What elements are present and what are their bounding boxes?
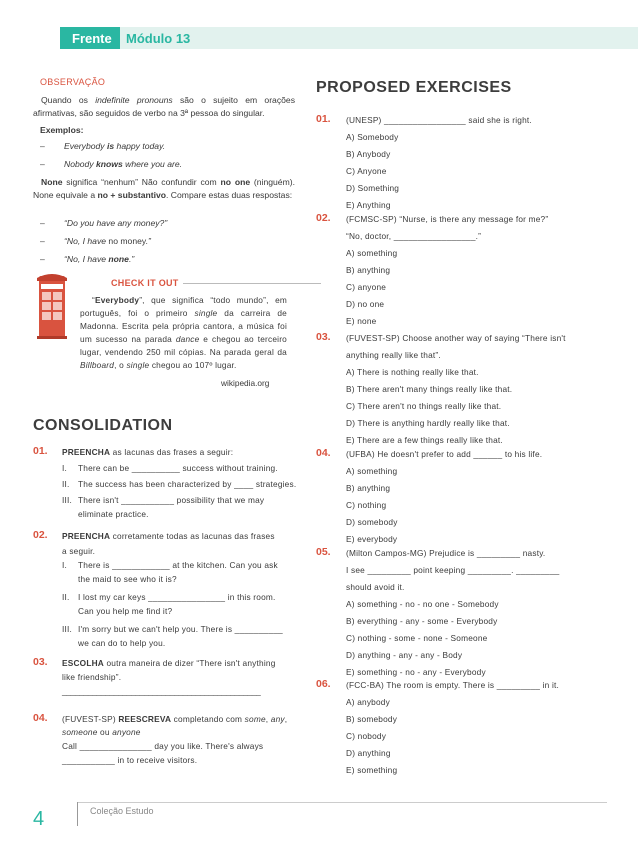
cons-q4-text4: ___________ in to receive visitors.: [62, 755, 198, 765]
proposed-option[interactable]: E) something - no - any - Everybody: [346, 667, 486, 677]
proposed-q-text: anything really like that”.: [346, 350, 441, 360]
example-item: – Everybody is happy today.: [40, 141, 166, 151]
cons-q2-item: the maid to see who it is?: [78, 574, 177, 584]
proposed-option[interactable]: D) anything - any - any - Body: [346, 650, 463, 660]
footer-line: [77, 802, 607, 803]
cons-q1-item: I. There can be __________ success without training.: [62, 463, 278, 473]
proposed-q-text: should avoid it.: [346, 582, 405, 592]
cons-q3-num: 03.: [33, 656, 48, 668]
proposed-q-num: 05.: [316, 546, 331, 558]
page-number: 4: [33, 808, 45, 830]
observacao-title: OBSERVAÇÃO: [40, 77, 106, 87]
proposed-option[interactable]: B) everything - any - some - Everybody: [346, 616, 498, 626]
examples-heading: Exemplos:: [40, 125, 84, 135]
observacao-text: Quando os indefinite pronouns são o sujeito em orações afirmativas, são seguidos de verbo na 3ª pessoa do singular.: [33, 95, 295, 118]
proposed-option[interactable]: D) no one: [346, 299, 385, 309]
proposed-option[interactable]: E) There are a few things really like that.: [346, 435, 503, 445]
proposed-option[interactable]: D) anything: [346, 748, 391, 758]
cons-q1-num: 01.: [33, 445, 48, 457]
proposed-option[interactable]: B) somebody: [346, 714, 398, 724]
proposed-option[interactable]: C) nothing - some - none - Someone: [346, 633, 488, 643]
response-item: – “Do you have any money?”: [40, 218, 168, 228]
collection-name: Coleção Estudo: [90, 806, 154, 816]
cons-q1-item: III. There isn't ___________ possibility that we may: [62, 495, 265, 505]
cons-q2-item: we can do to help you.: [78, 638, 166, 648]
check-it-out-title: CHECK IT OUT: [107, 277, 183, 290]
proposed-q-text: “No, doctor, _________________.”: [346, 231, 482, 241]
cons-q1-text: PREENCHA as lacunas das frases a seguir:: [62, 447, 234, 457]
proposed-option[interactable]: A) something: [346, 466, 398, 476]
cons-q1-item: II. The success has been characterized by ____ strategies.: [62, 479, 297, 489]
proposed-option[interactable]: C) nobody: [346, 731, 387, 741]
proposed-option[interactable]: B) anything: [346, 483, 391, 493]
proposed-q-text: I see _________ point keeping _________. _________: [346, 565, 560, 575]
proposed-option[interactable]: E) none: [346, 316, 377, 326]
proposed-option[interactable]: D) There is anything hardly really like that.: [346, 418, 510, 428]
response-item: – “No, I have no money.”: [40, 236, 151, 246]
response-item: – “No, I have none.”: [40, 254, 135, 264]
frente-label: Frente A: [72, 31, 112, 65]
check-it-out-source: wikipedia.org: [221, 378, 270, 388]
proposed-option[interactable]: D) Something: [346, 183, 400, 193]
cons-q1-item: eliminate practice.: [78, 509, 149, 519]
check-it-out-box: [33, 270, 295, 400]
proposed-option[interactable]: E) something: [346, 765, 398, 775]
proposed-option[interactable]: C) nothing: [346, 500, 387, 510]
consolidation-title: CONSOLIDATION: [33, 417, 173, 434]
cons-q2-item: Can you help me find it?: [78, 606, 173, 616]
cons-q2-item: I. There is ____________ at the kitchen. Can you ask: [62, 560, 278, 570]
proposed-option[interactable]: C) Anyone: [346, 166, 387, 176]
proposed-option[interactable]: A) There is nothing really like that.: [346, 367, 479, 377]
cons-q2-text2: a seguir.: [62, 546, 96, 556]
proposed-option[interactable]: D) somebody: [346, 517, 398, 527]
proposed-option[interactable]: E) Anything: [346, 200, 391, 210]
cons-q2-item: II. I lost my car keys ________________ in this room.: [62, 592, 276, 602]
proposed-option[interactable]: A) something: [346, 248, 398, 258]
proposed-option[interactable]: B) There aren't many things really like that.: [346, 384, 513, 394]
check-it-out-text: “Everybody”, que significa “todo mundo”, em português, foi o primeiro single da carreira de Madonna. Escrita pela própria cantora, a música foi um sucesso na parada dance e chegou ao terceiro lugar, vendendo 250 mil cópias. Na parada geral da Billboard, o single chegou ao 107º lugar.: [80, 295, 287, 370]
proposed-q-num: 04.: [316, 447, 331, 459]
proposed-title: PROPOSED EXERCISES: [316, 79, 512, 96]
proposed-option[interactable]: B) Anybody: [346, 149, 391, 159]
proposed-option[interactable]: B) anything: [346, 265, 391, 275]
modulo-bar: [120, 27, 638, 49]
proposed-option[interactable]: C) There aren't no things really like that.: [346, 401, 502, 411]
proposed-q-text: (UFBA) He doesn't prefer to add ______ to his life.: [346, 449, 543, 459]
cons-q4-text3: Call _______________ day you like. There's always: [62, 741, 264, 751]
proposed-q-num: 02.: [316, 212, 331, 224]
none-explanation: None significa “nenhum” Não confundir com no one (ninguém). None equivale a no + substantivo. Compare estas duas respostas:: [33, 177, 295, 200]
proposed-q-num: 01.: [316, 113, 331, 125]
cons-q3-text2: like friendship”.: [62, 672, 122, 682]
proposed-option[interactable]: A) Somebody: [346, 132, 399, 142]
proposed-option[interactable]: C) anyone: [346, 282, 387, 292]
frente-tab: [60, 27, 120, 65]
cons-q3-answer-line: ______________________________________________: [62, 686, 261, 696]
proposed-q-text: (FCC-BA) The room is empty. There is _________ in it.: [346, 680, 560, 690]
proposed-option[interactable]: A) anybody: [346, 697, 390, 707]
cons-q4-text: (FUVEST-SP) REESCREVA completando com some, any,: [62, 714, 288, 724]
modulo-label: Módulo 13: [126, 31, 191, 46]
example-item: – Nobody knows where you are.: [40, 159, 182, 169]
cons-q2-item: III. I'm sorry but we can't help you. There is __________: [62, 624, 283, 634]
proposed-q-text: (Milton Campos-MG) Prejudice is _________ nasty.: [346, 548, 546, 558]
cons-q4-text2: someone ou anyone: [62, 727, 141, 737]
proposed-q-num: 03.: [316, 331, 331, 343]
proposed-option[interactable]: A) something - no - no one - Somebody: [346, 599, 499, 609]
proposed-q-text: (FUVEST-SP) Choose another way of saying “There isn't: [346, 333, 566, 343]
phone-booth-icon: [33, 272, 71, 340]
proposed-q-text: (FCMSC-SP) “Nurse, is there any message for me?”: [346, 214, 549, 224]
proposed-q-num: 06.: [316, 678, 331, 690]
proposed-option[interactable]: E) everybody: [346, 534, 398, 544]
cons-q4-num: 04.: [33, 712, 48, 724]
cons-q2-text: PREENCHA corretamente todas as lacunas das frases: [62, 531, 275, 541]
footer-divider: [77, 802, 78, 826]
cons-q2-num: 02.: [33, 529, 48, 541]
proposed-q-text: (UNESP) _________________ said she is right.: [346, 115, 532, 125]
cons-q3-text: ESCOLHA outra maneira de dizer “There isn't anything: [62, 658, 276, 668]
page-header: [0, 27, 638, 65]
